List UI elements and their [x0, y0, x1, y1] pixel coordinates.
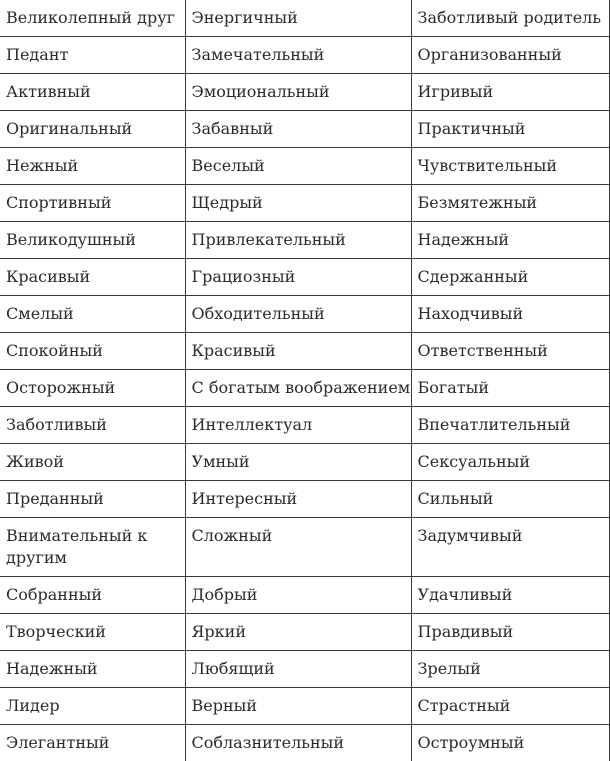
- table-cell: Чувствительный: [411, 148, 609, 185]
- table-cell: Добрый: [185, 577, 411, 614]
- table-row: [0, 370, 609, 407]
- table-cell: Энергичный: [185, 0, 411, 37]
- table-cell: Красивый: [0, 259, 185, 296]
- table-cell: Зрелый: [411, 651, 609, 688]
- table-cell: Педант: [0, 37, 185, 74]
- table-row: [0, 481, 609, 518]
- table-cell: Интеллектуал: [185, 407, 411, 444]
- table-row: [0, 222, 609, 259]
- table-cell: Умный: [185, 444, 411, 481]
- table-cell: Организованный: [411, 37, 609, 74]
- table-cell: Привлекательный: [185, 222, 411, 259]
- table-cell: Впечатлительный: [411, 407, 609, 444]
- table-row: [0, 185, 609, 222]
- table-cell: Безмятежный: [411, 185, 609, 222]
- table-cell: Верный: [185, 688, 411, 725]
- table-cell: Обходительный: [185, 296, 411, 333]
- table-cell: Удачливый: [411, 577, 609, 614]
- table-row: [0, 577, 609, 614]
- table-cell: Надежный: [411, 222, 609, 259]
- table-cell: Замечательный: [185, 37, 411, 74]
- table-cell: Осторожный: [0, 370, 185, 407]
- table-cell: Сильный: [411, 481, 609, 518]
- table-cell: Заботливый: [0, 407, 185, 444]
- table-cell: Активный: [0, 74, 185, 111]
- table-cell: Страстный: [411, 688, 609, 725]
- table-cell: Преданный: [0, 481, 185, 518]
- table-cell: Лидер: [0, 688, 185, 725]
- table-cell: Элегантный: [0, 725, 185, 761]
- table-row: [0, 0, 609, 37]
- table-row: [0, 725, 609, 761]
- table-cell: Оригинальный: [0, 111, 185, 148]
- table-cell: Нежный: [0, 148, 185, 185]
- table-cell: Спортивный: [0, 185, 185, 222]
- table-cell: Остроумный: [411, 725, 609, 761]
- table-cell: Правдивый: [411, 614, 609, 651]
- table-cell: Веселый: [185, 148, 411, 185]
- table-cell: Грациозный: [185, 259, 411, 296]
- table-cell: Практичный: [411, 111, 609, 148]
- table-cell: Внимательный к другим: [0, 518, 185, 577]
- table-cell: Сложный: [185, 518, 411, 577]
- table-row: [0, 407, 609, 444]
- table-row: [0, 296, 609, 333]
- table-row: [0, 518, 609, 577]
- table-cell: Находчивый: [411, 296, 609, 333]
- table-row: [0, 148, 609, 185]
- table-row: [0, 259, 609, 296]
- table-cell: Богатый: [411, 370, 609, 407]
- table-cell: Яркий: [185, 614, 411, 651]
- table-cell: Великодушный: [0, 222, 185, 259]
- table-cell: С богатым воображением: [185, 370, 411, 407]
- table-cell: Сдержанный: [411, 259, 609, 296]
- table-cell: Творческий: [0, 614, 185, 651]
- table-cell: Эмоциональный: [185, 74, 411, 111]
- table-row: [0, 444, 609, 481]
- table-cell: Великолепный друг: [0, 0, 185, 37]
- table-cell: Надежный: [0, 651, 185, 688]
- table-cell: Задумчивый: [411, 518, 609, 577]
- table-row: [0, 333, 609, 370]
- table-row: [0, 37, 609, 74]
- table-cell: Спокойный: [0, 333, 185, 370]
- table-cell: Собранный: [0, 577, 185, 614]
- table-cell: Игривый: [411, 74, 609, 111]
- table-cell: Заботливый родитель: [411, 0, 609, 37]
- table-row: [0, 614, 609, 651]
- table-row: [0, 651, 609, 688]
- table-cell: Забавный: [185, 111, 411, 148]
- table-cell: Щедрый: [185, 185, 411, 222]
- table-cell: Сексуальный: [411, 444, 609, 481]
- table-cell: Смелый: [0, 296, 185, 333]
- table-cell: Ответственный: [411, 333, 609, 370]
- table-row: [0, 74, 609, 111]
- table-cell: Красивый: [185, 333, 411, 370]
- table-cell: Любящий: [185, 651, 411, 688]
- table-row: [0, 688, 609, 725]
- table-cell: Живой: [0, 444, 185, 481]
- table-row: [0, 111, 609, 148]
- table-cell: Интересный: [185, 481, 411, 518]
- table-cell: Соблазнительный: [185, 725, 411, 761]
